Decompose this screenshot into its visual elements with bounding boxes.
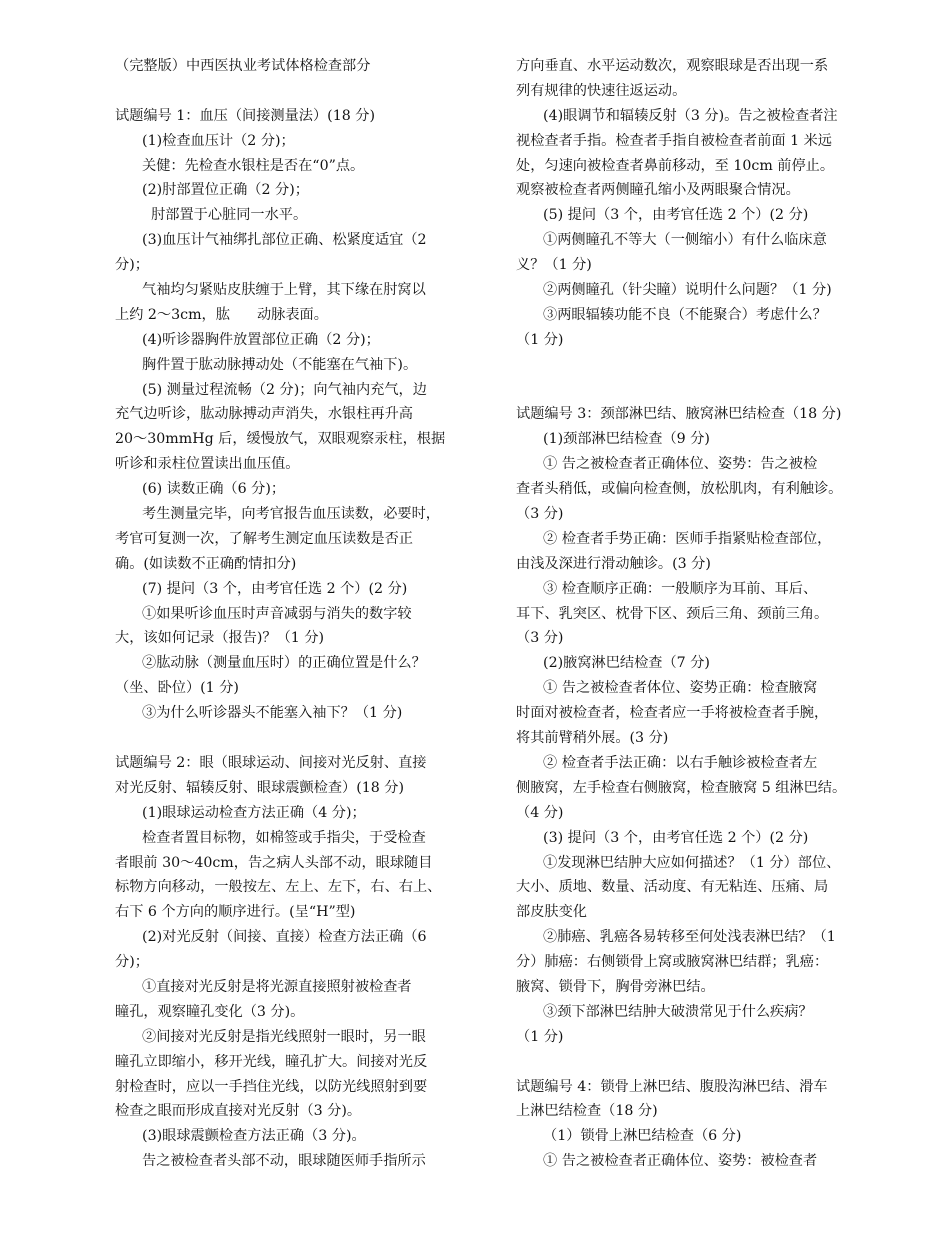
text-line: (1)检查血压计（2 分)； bbox=[115, 132, 295, 149]
blank-line bbox=[516, 1050, 886, 1075]
text-line: 列有规律的快速往返运动。 bbox=[516, 82, 687, 99]
text-line: ①直接对光反射是将光源直接照射被检查者 bbox=[115, 978, 412, 995]
text-line: 上约 2～3cm，肱 动脉表面。 bbox=[115, 306, 328, 323]
text-line: (3)血压计气袖绑扎部位正确、松紧度适宜（2 bbox=[115, 232, 427, 249]
text-line: 分）肺癌：右侧锁骨上窝或腋窝淋巴结群；乳癌： bbox=[516, 954, 829, 971]
text-line: (7) 提问（3 个，由考官任选 2 个）(2 分) bbox=[115, 580, 408, 597]
text-line: (4)眼调节和辐辏反射（3 分)。告之被检查者注 bbox=[516, 107, 838, 124]
text-line: (1)颈部淋巴结检查（9 分) bbox=[516, 431, 710, 448]
text-line: 试题编号 2：眼（眼球运动、间接对光反射、直接 bbox=[115, 754, 427, 771]
text-line: ②间接对光反射是指光线照射一眼时，另一眼 bbox=[115, 1028, 426, 1045]
text-line: （1 分) bbox=[516, 1028, 564, 1045]
text-line: 大小、质地、数量、活动度、有无粘连、压痛、局 bbox=[516, 879, 829, 896]
text-line: 上淋巴结检查（18 分) bbox=[516, 1103, 658, 1120]
text-line: (1)眼球运动检查方法正确（4 分)； bbox=[115, 804, 366, 821]
text-line: 瞳孔立即缩小，移开光线，瞳孔扩大。间接对光反 bbox=[115, 1053, 428, 1070]
text-line: ①发现淋巴结肿大应如何描述？（1 分）部位、 bbox=[516, 854, 841, 871]
text-line: ① 告之被检查者正确体位、姿势：告之被检 bbox=[516, 456, 818, 473]
text-line: （3 分) bbox=[516, 630, 564, 647]
text-line: ② 检查者手势正确：医师手指紧贴检查部位， bbox=[516, 530, 832, 547]
text-line: ①如果听诊血压时声音减弱与消失的数字较 bbox=[115, 605, 412, 622]
text-line: 检查之眼而形成直接对光反射（3 分)。 bbox=[115, 1103, 362, 1120]
text-line: （1 分) bbox=[516, 331, 564, 348]
text-line: ③颈下部淋巴结肿大破溃常见于什么疾病？ bbox=[516, 1003, 813, 1020]
text-line: 关健：先检查水银柱是否在“0”点。 bbox=[115, 157, 365, 174]
text-line: 对光反射、辐辏反射、眼球震颤检查）(18 分) bbox=[115, 779, 405, 796]
text-line: 由浅及深进行滑动触诊。(3 分) bbox=[516, 555, 711, 572]
text-line: ② 检查者手法正确：以右手触诊被检查者左 bbox=[516, 754, 818, 771]
text-line: 侧腋窝，左手检查右侧腋窝，检查腋窝 5 组淋巴结。 bbox=[516, 779, 847, 796]
text-line: （完整版）中西医执业考试体格检查部分 bbox=[115, 58, 371, 74]
text-line: 检查者置目标物，如棉签或手指尖，于受检查 bbox=[115, 829, 426, 846]
text-line: 告之被检查者头部不动，眼球随医师手指所示 bbox=[115, 1153, 426, 1170]
text-line: 查者头稍低，或偏向检查侧，放松肌肉，有利触诊。 bbox=[516, 481, 843, 498]
text-line: 射检查时，应以一手挡住光线，以防光线照射到要 bbox=[115, 1078, 428, 1095]
text-line: ①两侧瞳孔不等大（一侧缩小）有什么临床意 bbox=[516, 232, 827, 249]
text-line: (5) 提问（3 个，由考官任选 2 个）(2 分) bbox=[516, 207, 809, 224]
text-line: ③ 检查顺序正确：一般顺序为耳前、耳后、 bbox=[516, 580, 818, 597]
text-line: （3 分) bbox=[516, 506, 564, 523]
text-line: 考生测量完毕，向考官报告血压读数，必要时， bbox=[115, 506, 440, 523]
text-line: 处，匀速向被检查者鼻前移动，至 10cm 前停止。 bbox=[516, 157, 835, 174]
text-line: 充气边听诊，肱动脉搏动声消失，水银柱再升高 bbox=[115, 406, 413, 423]
text-line: 试题编号 1：血压（间接测量法）(18 分) bbox=[115, 107, 375, 124]
text-line: 时面对被检查者，检查者应一手将被检查者手腕， bbox=[516, 705, 829, 722]
text-line: 20～30mmHg 后，缓慢放气，双眼观察汞柱，根据 bbox=[115, 431, 446, 448]
text-line: 气袖均匀紧贴皮肤缠于上臂，其下缘在肘窝以 bbox=[115, 282, 426, 299]
text-line: 胸件置于肱动脉搏动处（不能塞在气袖下)。 bbox=[115, 356, 418, 373]
right-text-column bbox=[516, 54, 886, 1174]
text-line: 耳下、乳突区、枕骨下区、颈后三角、颈前三角。 bbox=[516, 605, 829, 622]
text-line: （坐、卧位）(1 分) bbox=[115, 680, 239, 697]
text-line: 听诊和汞柱位置读出血压值。 bbox=[115, 456, 300, 473]
text-line: 试题编号 4：锁骨上淋巴结、腹股沟淋巴结、滑车 bbox=[516, 1078, 828, 1095]
text-line: 部皮肤变化 bbox=[516, 904, 587, 921]
text-line: ②肱动脉（测量血压时）的正确位置是什么？ bbox=[115, 655, 426, 672]
text-line: 者眼前 30～40cm，告之病人头部不动，眼球随目 bbox=[115, 854, 433, 871]
text-line: ③为什么听诊器头不能塞入袖下？（1 分) bbox=[115, 705, 403, 722]
text-line: (5) 测量过程流畅（2 分)；向气袖内充气，边 bbox=[115, 381, 427, 398]
blank-line bbox=[516, 353, 886, 378]
text-line: 试题编号 3：颈部淋巴结、腋窝淋巴结检查（18 分) bbox=[516, 406, 842, 423]
text-line: 方向垂直、水平运动数次，观察眼球是否出现一系 bbox=[516, 58, 829, 74]
text-line: 观察被检查者两侧瞳孔缩小及两眼聚合情况。 bbox=[516, 182, 800, 199]
text-line: (2)对光反射（间接、直接）检查方法正确（6 bbox=[115, 929, 427, 946]
text-line: 将其前臂稍外展。(3 分) bbox=[516, 730, 669, 747]
text-line: ②肺癌、乳癌各易转移至何处浅表淋巴结？（1 bbox=[516, 929, 836, 946]
text-line: 确。(如读数不正确酌情扣分) bbox=[115, 555, 297, 572]
blank-line bbox=[516, 378, 886, 403]
text-line: (2)腋窝淋巴结检查（7 分) bbox=[516, 655, 710, 672]
text-line: ① 告之被检查者体位、姿势正确：检查腋窝 bbox=[516, 680, 818, 697]
text-line: ③两眼辐辏功能不良（不能聚合）考虑什么？ bbox=[516, 306, 827, 323]
text-line: 考官可复测一次，了解考生测定血压读数是否正 bbox=[115, 530, 413, 547]
blank-line bbox=[115, 79, 487, 104]
text-line: (2)肘部置位正确（2 分)； bbox=[115, 182, 309, 199]
text-line: 视检查者手指。检查者手指自被检查者前面 1 米远 bbox=[516, 132, 832, 149]
text-line: （4 分) bbox=[516, 804, 564, 821]
text-line: 标物方向移动，一般按左、左上、左下，右、右上、 bbox=[115, 879, 442, 896]
text-line: ②两侧瞳孔（针尖瞳）说明什么问题？（1 分) bbox=[516, 282, 832, 299]
text-line: 瞳孔，观察瞳孔变化（3 分)。 bbox=[115, 1003, 305, 1020]
text-line: 右下 6 个方向的顺序进行。(呈“H”型) bbox=[115, 904, 356, 921]
text-line: 义？（1 分) bbox=[516, 257, 592, 274]
text-line: (6) 读数正确（6 分)； bbox=[115, 481, 286, 498]
blank-line bbox=[115, 726, 487, 751]
left-text-column bbox=[115, 54, 487, 1174]
text-line: 肘部置于心脏同一水平。 bbox=[115, 207, 308, 224]
text-line: 腋窝、锁骨下，胸骨旁淋巴结。 bbox=[516, 978, 715, 995]
text-line: 大，该如何记录（报告)？（1 分) bbox=[115, 630, 325, 647]
text-line: ① 告之被检查者正确体位、姿势：被检查者 bbox=[516, 1153, 818, 1170]
text-line: (3) 提问（3 个，由考官任选 2 个）(2 分) bbox=[516, 829, 809, 846]
text-line: 分)； bbox=[115, 257, 149, 274]
text-line: 分)； bbox=[115, 954, 149, 971]
text-line: (3)眼球震颤检查方法正确（3 分)。 bbox=[115, 1128, 366, 1145]
text-line: （1）锁骨上淋巴结检查（6 分) bbox=[516, 1128, 742, 1145]
text-line: (4)听诊器胸件放置部位正确（2 分)； bbox=[115, 331, 380, 348]
